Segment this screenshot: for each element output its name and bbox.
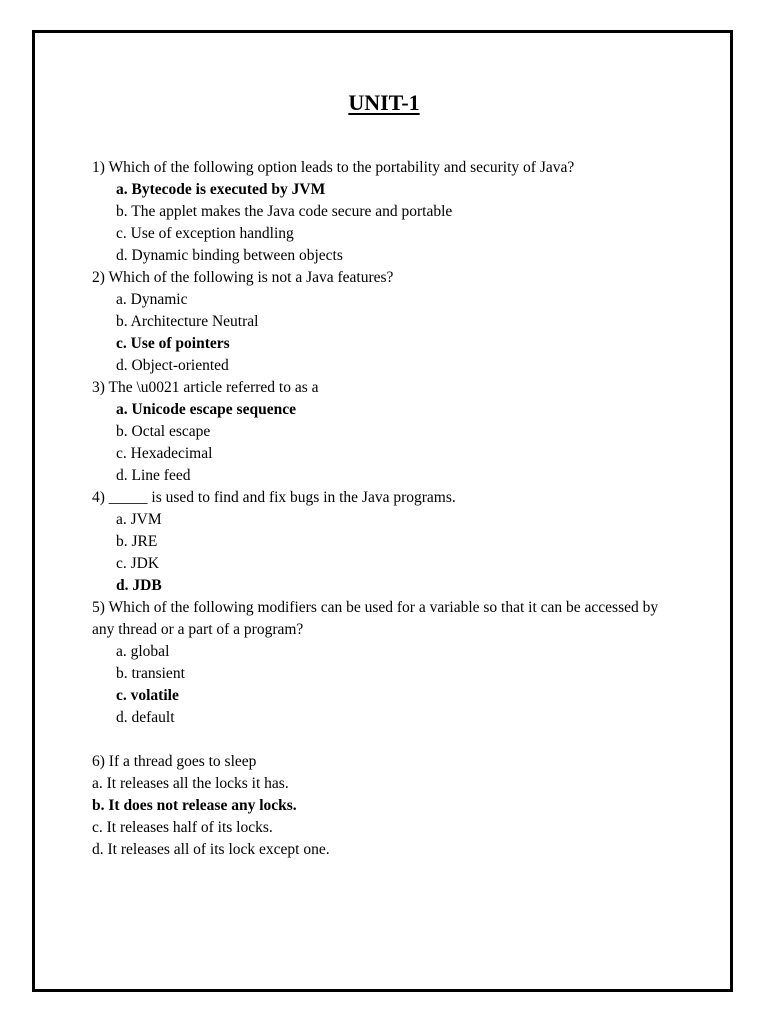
option: d. Object-oriented (116, 357, 229, 374)
option: c. It releases half of its locks. (92, 819, 273, 836)
option: b. The applet makes the Java code secure and portable (116, 203, 453, 220)
option: d. default (116, 709, 175, 726)
option: b. JRE (116, 533, 158, 550)
option: d. Dynamic binding between objects (116, 247, 343, 264)
question-text: 6) If a thread goes to sleep (92, 753, 257, 770)
option-correct: a. Unicode escape sequence (116, 401, 296, 418)
option: c. Hexadecimal (116, 445, 213, 462)
option: a. It releases all the locks it has. (92, 775, 289, 792)
option: d. It releases all of its lock except one. (92, 841, 330, 858)
question-text: 5) Which of the following modifiers can be used for a variable so that it can be accessed by any thread or a part of a program? (92, 599, 659, 638)
question-4 (92, 487, 672, 597)
option: b. transient (116, 665, 185, 682)
question-text: 3) The \u0021 article referred to as a (92, 379, 319, 396)
option-correct: d. JDB (116, 577, 162, 594)
section-spacer (92, 729, 672, 751)
option: c. JDK (116, 555, 160, 572)
question-list (92, 157, 672, 861)
option-correct: b. It does not release any locks. (92, 797, 297, 814)
option: c. Use of exception handling (116, 225, 294, 242)
question-text: 2) Which of the following is not a Java features? (92, 269, 394, 286)
option: d. Line feed (116, 467, 191, 484)
option-correct: c. volatile (116, 687, 179, 704)
option-correct: a. Bytecode is executed by JVM (116, 181, 326, 198)
page-title (0, 88, 768, 118)
question-3 (92, 377, 672, 487)
question-6 (92, 751, 672, 861)
option: a. JVM (116, 511, 162, 528)
question-1 (92, 157, 672, 267)
question-text: 1) Which of the following option leads to the portability and security of Java? (92, 159, 575, 176)
option: b. Architecture Neutral (116, 313, 259, 330)
option: a. global (116, 643, 170, 660)
option-correct: c. Use of pointers (116, 335, 230, 352)
question-5 (92, 597, 672, 729)
option: b. Octal escape (116, 423, 211, 440)
option: a. Dynamic (116, 291, 188, 308)
page-title-text: UNIT-1 (348, 90, 420, 115)
question-2 (92, 267, 672, 377)
question-text: 4) _____ is used to find and fix bugs in the Java programs. (92, 489, 456, 506)
